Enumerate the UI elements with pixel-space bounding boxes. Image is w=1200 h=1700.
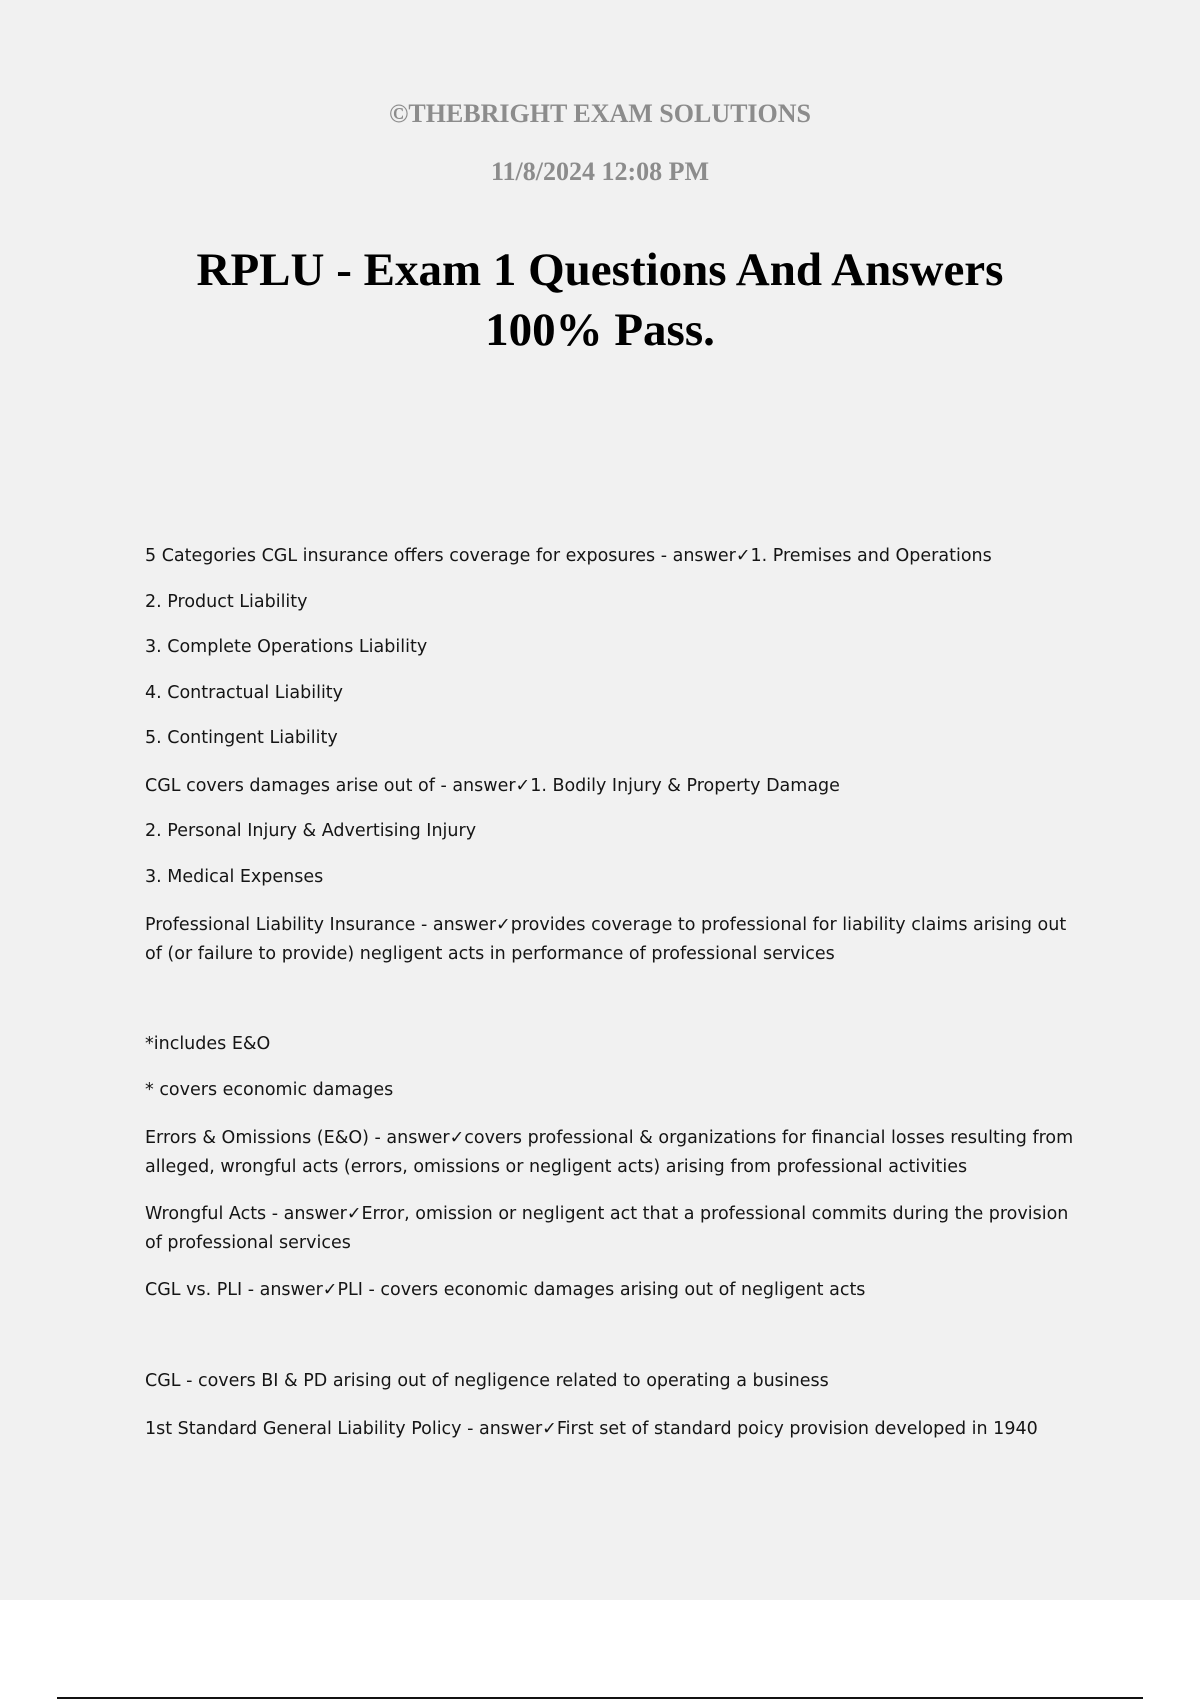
list-item: 2. Product Liability <box>145 592 308 612</box>
document-title <box>100 240 1100 360</box>
qa-item-wrongful-acts: Wrongful Acts - answer✓Error, omission or negligent act that a professional commits during the provision of professional services <box>145 1204 1069 1253</box>
list-item: 3. Complete Operations Liability <box>145 637 428 657</box>
footer-rule <box>57 1697 1143 1699</box>
list-item: 5. Contingent Liability <box>145 728 338 748</box>
title-line-2: 100% Pass. <box>485 304 715 356</box>
list-item: * covers economic damages <box>145 1080 394 1100</box>
qa-item-cgl-vs-pli: CGL vs. PLI - answer✓PLI - covers economic damages arising out of negligent acts <box>145 1280 866 1300</box>
list-item: 2. Personal Injury & Advertising Injury <box>145 821 477 841</box>
qa-item-cgl-damages: CGL covers damages arise out of - answer✓1. Bodily Injury & Property Damage <box>145 776 840 796</box>
date-header: 11/8/2024 12:08 PM <box>490 157 710 186</box>
list-item: *includes E&O <box>145 1034 271 1054</box>
qa-item-errors-omissions: Errors & Omissions (E&O) - answer✓covers professional & organizations for financial losses resulting from alleged, wrongful acts (errors, omissions or negligent acts) arising from professional activities <box>145 1128 1074 1177</box>
title-line-1: RPLU - Exam 1 Questions And Answers <box>196 244 1004 296</box>
qa-item-cgl-categories: 5 Categories CGL insurance offers coverage for exposures - answer✓1. Premises and Operations <box>145 546 992 566</box>
copyright-header: ©THEBRIGHT EXAM SOLUTIONS <box>388 99 812 128</box>
list-item: 3. Medical Expenses <box>145 867 324 887</box>
list-item: 4. Contractual Liability <box>145 683 344 703</box>
list-item: CGL - covers BI & PD arising out of negligence related to operating a business <box>145 1371 829 1391</box>
qa-item-first-standard-policy: 1st Standard General Liability Policy - answer✓First set of standard poicy provision developed in 1940 <box>145 1419 1038 1439</box>
qa-item-professional-liability: Professional Liability Insurance - answer✓provides coverage to professional for liability claims arising out of (or failure to provide) negligent acts in performance of professional services <box>145 915 1067 964</box>
